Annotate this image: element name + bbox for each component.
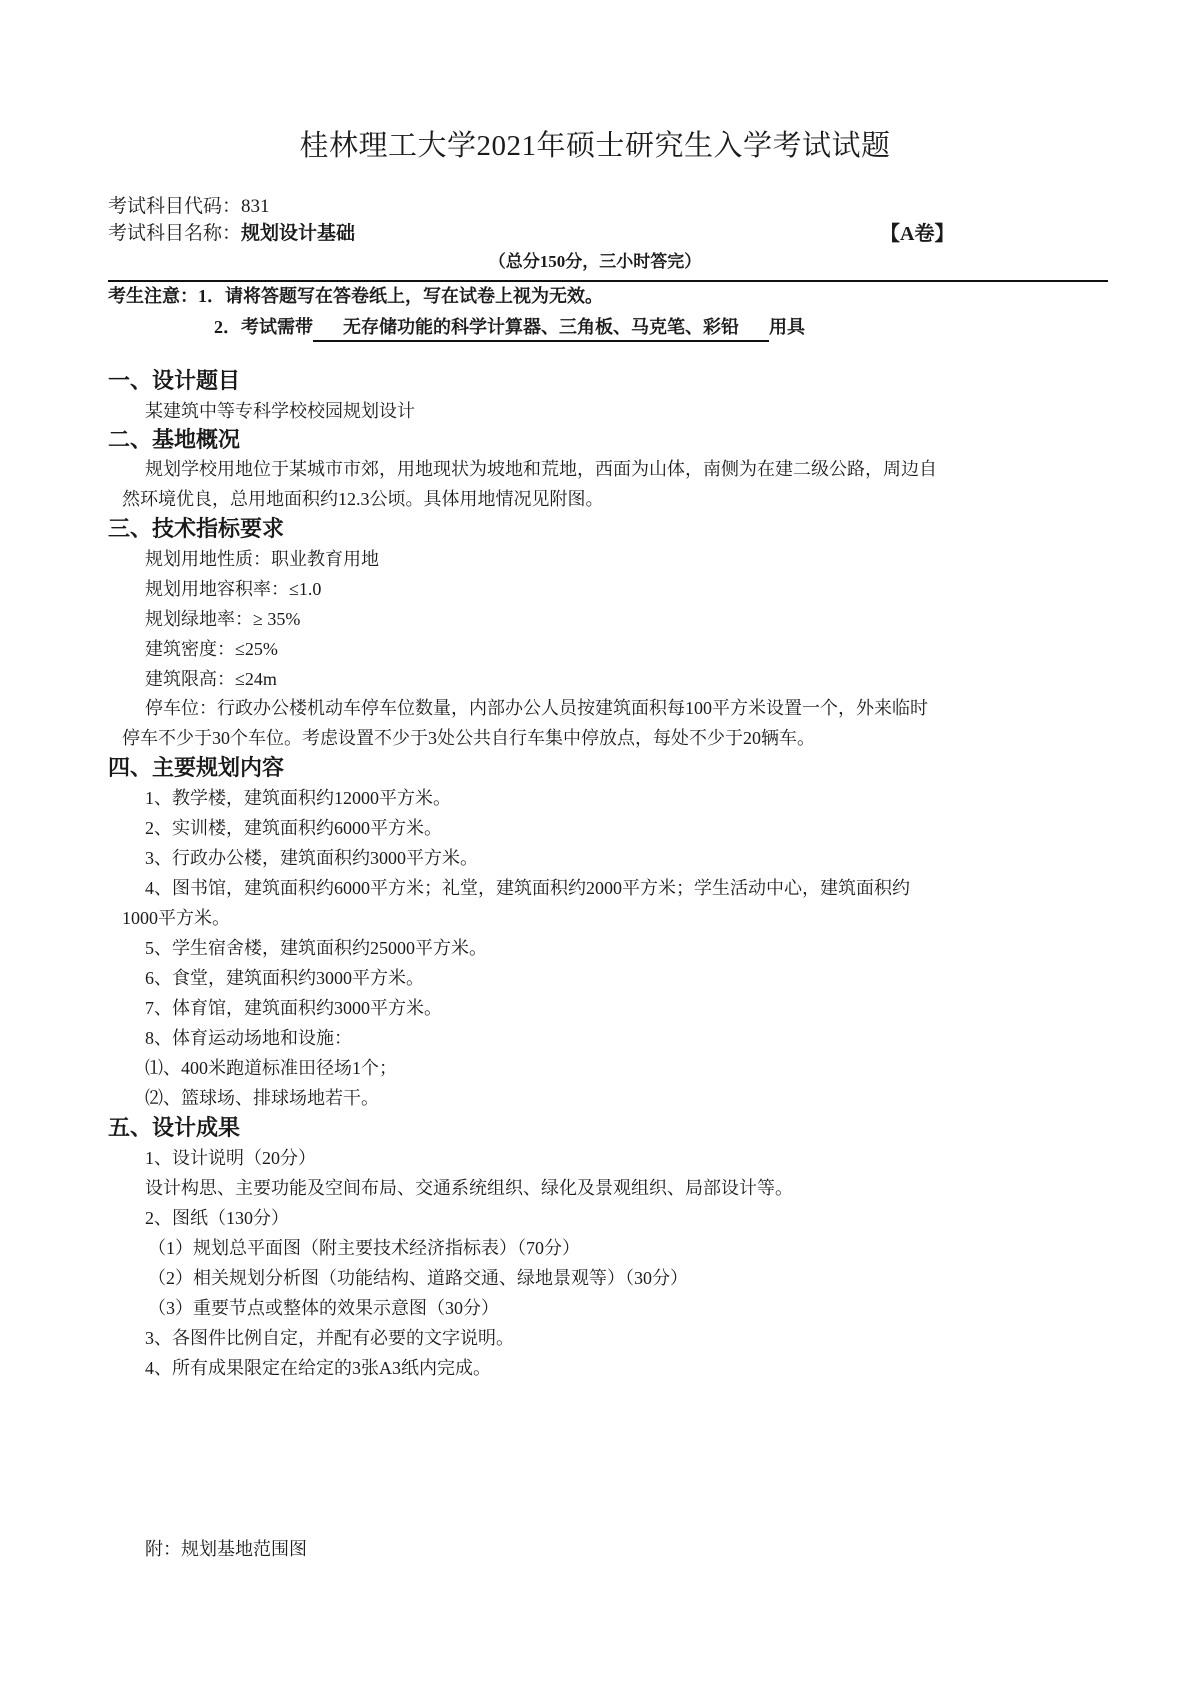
green-ratio: 规划绿地率：≥ 35% [145, 609, 301, 629]
notice-prefix-2: 2．考试需带 [214, 317, 313, 337]
subject-name-row [108, 221, 355, 247]
appendix-caption: 附：规划基地范围图 [145, 1539, 307, 1559]
program-item: 5、学生宿舍楼，建筑面积约25000平方米。 [145, 938, 487, 958]
deliverable-item: 3、各图件比例自定，并配有必要的文字说明。 [145, 1328, 514, 1348]
deliverable-item: 2、图纸（130分） [145, 1208, 289, 1228]
program-item: 3、行政办公楼，建筑面积约3000平方米。 [145, 848, 478, 868]
floor-area-ratio: 规划用地容积率：≤1.0 [145, 579, 322, 599]
section-2-line: 然环境优良，总用地面积约12.3公顷。具体用地情况见附图。 [122, 489, 604, 509]
paper-version: 【A卷】 [880, 223, 955, 245]
section-heading-2: 二、基地概况 [108, 427, 241, 452]
notice-item-1 [108, 283, 603, 309]
program-item: 7、体育馆，建筑面积约3000平方米。 [145, 998, 442, 1018]
land-use-nature: 规划用地性质：职业教育用地 [145, 549, 379, 569]
program-item: 4、图书馆，建筑面积约6000平方米；礼堂，建筑面积约2000平方米；学生活动中心，建筑面积约 [145, 878, 910, 898]
deliverable-item: 1、设计说明（20分） [145, 1148, 316, 1168]
subject-code-row [108, 194, 270, 220]
header-divider [108, 280, 1108, 282]
section-heading-1: 一、设计题目 [108, 368, 241, 393]
drawing-item: （2）相关规划分析图（功能结构、道路交通、绿地景观等）（30分） [148, 1268, 688, 1288]
program-item: 8、体育运动场地和设施： [145, 1028, 352, 1048]
notice-item-2 [214, 314, 805, 342]
program-subitem: ⑵、篮球场、排球场地若干。 [145, 1088, 379, 1108]
program-item: 6、食堂，建筑面积约3000平方米。 [145, 968, 424, 988]
score-time: （总分150分，三小时答完） [488, 252, 702, 271]
subject-name: 规划设计基础 [241, 223, 356, 244]
program-subitem: ⑴、400米跑道标准田径场1个； [145, 1058, 397, 1078]
drawing-item: （3）重要节点或整体的效果示意图（30分） [148, 1298, 499, 1318]
section-heading-5: 五、设计成果 [108, 1115, 241, 1140]
height-limit: 建筑限高：≤24m [145, 669, 277, 689]
program-item: 2、实训楼，建筑面积约6000平方米。 [145, 818, 442, 838]
deliverable-desc: 设计构思、主要功能及空间布局、交通系统组织、绿化及景观组织、局部设计等。 [145, 1178, 793, 1198]
required-tools: 无存储功能的科学计算器、三角板、马克笔、彩铅 [313, 314, 769, 342]
section-heading-3: 三、技术指标要求 [108, 516, 285, 541]
section-1-line: 某建筑中等专科学校校园规划设计 [145, 401, 415, 421]
exam-title: 桂林理工大学2021年硕士研究生入学考试试题 [299, 130, 891, 162]
section-heading-4: 四、主要规划内容 [108, 755, 285, 780]
notice-suffix-2: 用具 [769, 317, 805, 337]
section-2-line: 规划学校用地位于某城市市郊，用地现状为坡地和荒地，西面为山体，南侧为在建二级公路，周边自 [145, 459, 937, 479]
program-item-cont: 1000平方米。 [122, 908, 230, 928]
subject-code: 831 [241, 196, 270, 217]
notice-label: 考生注意： [108, 286, 198, 306]
parking-requirement: 停车位：行政办公楼机动车停车位数量，内部办公人员按建筑面积每100平方米设置一个，外来临时 [145, 698, 928, 718]
parking-requirement-cont: 停车不少于30个车位。考虑设置不少于3处公共自行车集中停放点，每处不少于20辆车。 [122, 728, 815, 748]
subject-name-label: 考试科目名称： [108, 223, 242, 244]
program-item: 1、教学楼，建筑面积约12000平方米。 [145, 788, 451, 808]
drawing-item: （1）规划总平面图（附主要技术经济指标表）（70分） [148, 1238, 580, 1258]
building-density: 建筑密度：≤25% [145, 639, 278, 659]
notice-text-1: 1．请将答题写在答卷纸上，写在试卷上视为无效。 [198, 286, 603, 306]
deliverable-item: 4、所有成果限定在给定的3张A3纸内完成。 [145, 1358, 491, 1378]
subject-code-label: 考试科目代码： [108, 196, 242, 217]
